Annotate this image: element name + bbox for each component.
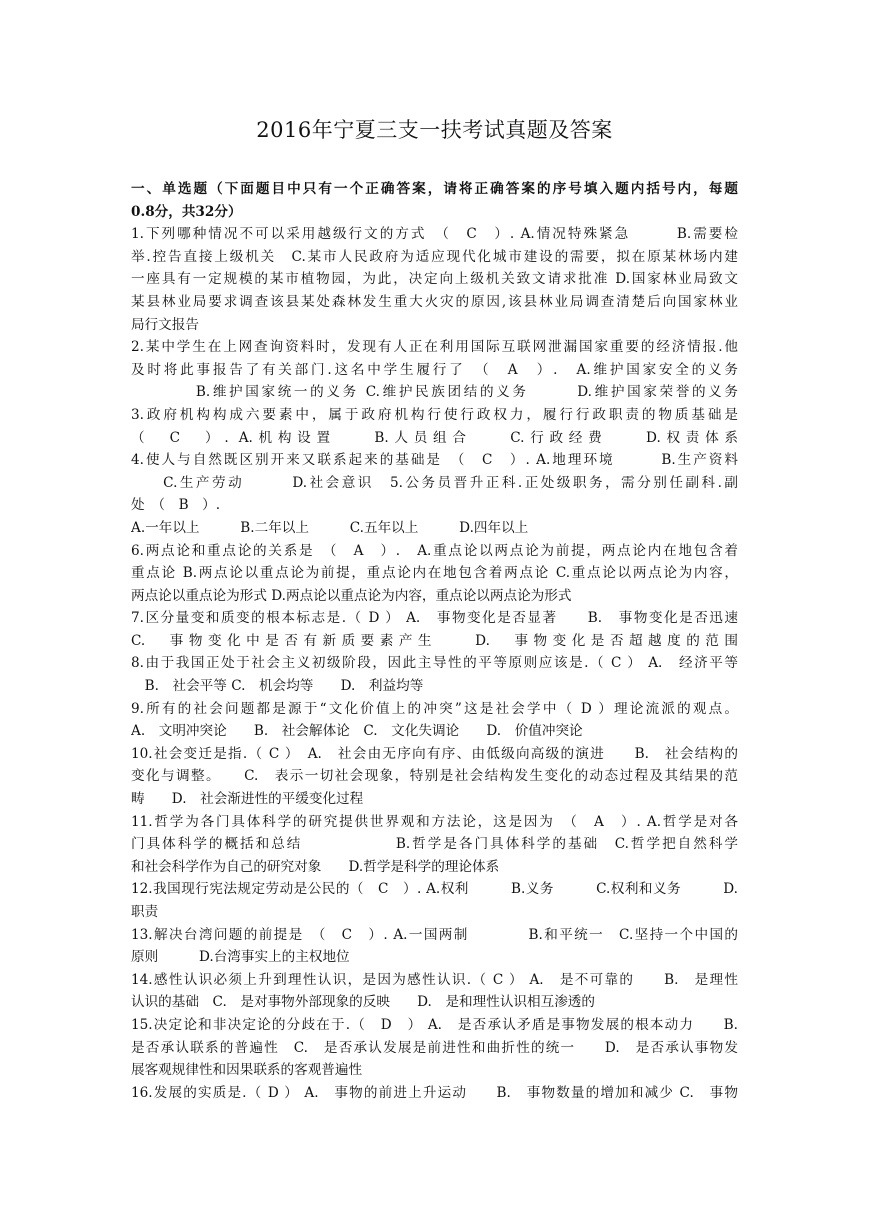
text-line: A.一年以上 B.二年以上 C.五年以上 D.四年以上 xyxy=(131,519,529,536)
document-title: 2016年宁夏三支一扶考试真题及答案 xyxy=(256,118,613,142)
text-line: （ C ）. A.机构设置 B.人员组合 C.行政经费 D.权责体系 xyxy=(131,429,738,446)
text-line: C. 事物变化中是否有新质要素产生 D. 事物变化是否超越度的范围 xyxy=(131,632,738,649)
text-line: 门具体科学的概括和总结 B.哲学是各门具体科学的基础 C.哲学把自然科学 xyxy=(131,836,738,853)
text-line: 两点论以重点论为形式 D.两点论以重点论为内容，重点论以两点论为形式 xyxy=(131,587,572,604)
text-line: B.维护国家统一的义务 C.维护民族团结的义务 D.维护国家荣誉的义务 xyxy=(131,384,738,401)
text-line: 展客观规律性和因果联系的客观普遍性 xyxy=(131,1062,363,1079)
section-heading xyxy=(131,178,738,223)
text-line: 14.感性认识必须上升到理性认识，是因为感性认识.（ C ） A. 是不可靠的 B. 是理性 xyxy=(131,971,738,988)
text-line: 10.社会变迁是指.（ C ） A. 社会由无序向有序、由低级向高级的演进 B. 社会结构的 xyxy=(131,745,738,762)
text-line: A. 文明冲突论 B. 社会解体论 C. 文化失调论 D. 价值冲突论 xyxy=(131,723,583,740)
text-line: 11.哲学为各门具体科学的研究提供世界观和方法论，这是因为 （ A ）. A.哲学是对各 xyxy=(131,813,738,830)
section-heading-line: 一、单选题（下面题目中只有一个正确答案，请将正确答案的序号填入题内括号内，每题 xyxy=(131,181,738,197)
document-body xyxy=(131,178,738,1104)
text-line: 3.政府机构构成六要素中，属于政府机构行使行政权力，履行行政职责的物质基础是 xyxy=(131,406,738,423)
text-line: 9.所有的社会问题都是源于“文化价值上的冲突”这是社会学中（ D ）理论流派的观点。 xyxy=(131,700,738,717)
text-line: 15.决定论和非决定论的分歧在于.（ D ） A. 是否承认矛盾是事物发展的根本动力 B. xyxy=(131,1016,738,1033)
text-line: 职责 xyxy=(131,904,159,920)
text-line: 和社会科学作为自己的研究对象 D.哲学是科学的理论体系 xyxy=(131,858,500,875)
text-line: 12.我国现行宪法规定劳动是公民的（ C ）. A.权利 B.义务 C.权利和义务 D. xyxy=(131,881,738,898)
text-line: 8.由于我国正处于社会主义初级阶段，因此主导性的平等原则应该是.（ C ） A. 经济平等 xyxy=(131,655,738,672)
text-line: 4.使人与自然既区别开来又联系起来的基础是 （ C ）. A.地理环境 B.生产资料 xyxy=(131,452,738,469)
text-line: 1.下列哪种情况不可以采用越级行文的方式 （ C ）. A.情况特殊紧急 B.需要检 xyxy=(131,226,738,243)
question-text xyxy=(131,223,738,1104)
text-line: 举.控告直接上级机关 C.某市人民政府为适应现代化城市建设的需要，拟在原某林场内建 xyxy=(131,248,738,265)
text-line: 原则 D.台湾事实上的主权地位 xyxy=(131,949,350,966)
text-line: C.生产劳动 D.社会意识 5.公务员晋升正科.正处级职务，需分别任副科.副 xyxy=(131,474,738,491)
text-line: 6.两点论和重点论的关系是 （ A ）. A.重点论以两点论为前提，两点论内在地包含着 xyxy=(131,542,738,559)
text-line: 处 （ B ）. xyxy=(131,497,221,514)
text-line: 7.区分量变和质变的根本标志是.（ D ） A. 事物变化是否显著 B. 事物变化是否迅速 xyxy=(131,610,738,627)
text-line: 一座具有一定规模的某市植物园，为此，决定向上级机关致文请求批准 D.国家林业局致文 xyxy=(131,271,738,288)
text-line: 某县林业局要求调查该县某处森林发生重大火灾的原因,该县林业局调查清楚后向国家林业 xyxy=(131,293,738,310)
text-line: 16.发展的实质是.（ D ） A. 事物的前进上升运动 B. 事物数量的增加和减少 C. 事物 xyxy=(131,1084,738,1101)
text-line: 及时将此事报告了有关部门.这名中学生履行了 （ A ）. A.维护国家安全的义务 xyxy=(131,361,738,378)
text-line: 重点论 B.两点论以重点论为前提，重点论内在地包含着两点论 C.重点论以两点论为内容， xyxy=(131,565,738,582)
text-line: 畴 D. 社会渐进性的平缓变化过程 xyxy=(131,791,364,808)
text-line: 局行文报告 xyxy=(131,316,199,333)
text-line: 是否承认联系的普遍性 C. 是否承认发展是前进性和曲折性的统一 D. 是否承认事物发 xyxy=(131,1039,738,1056)
text-line: 13.解决台湾问题的前提是 （ C ）. A.一国两制 B.和平统一 C.坚持一个中国的 xyxy=(131,926,738,943)
text-line: 变化与调整。 C. 表示一切社会现象，特别是社会结构发生变化的动态过程及其结果的范 xyxy=(131,768,738,785)
text-line: 2.某中学生在上网查询资料时，发现有人正在利用国际互联网泄漏国家重要的经济情报.他 xyxy=(131,339,738,356)
text-line: 认识的基础 C. 是对事物外部现象的反映 D. 是和理性认识相互渗透的 xyxy=(131,994,595,1011)
section-heading-line: 0.8分，共32分） xyxy=(131,203,242,220)
text-line: B. 社会平等 C. 机会均等 D. 利益均等 xyxy=(131,678,424,695)
